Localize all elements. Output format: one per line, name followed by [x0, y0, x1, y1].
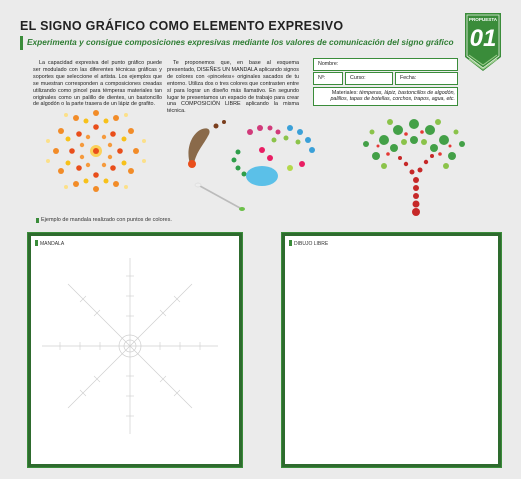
- mandala-label-marker: [35, 240, 38, 246]
- number-field[interactable]: [313, 72, 343, 85]
- proposal-badge: [465, 13, 501, 71]
- badge-label: PROPUESTA: [468, 17, 498, 22]
- page-subtitle: Experimenta y consigue composiciones expresivas mediante los valores de comunicación del signo gráfico: [27, 37, 454, 47]
- date-field[interactable]: [395, 72, 458, 85]
- materials-label: Materiales:: [331, 90, 358, 96]
- mandala-example-image: [36, 108, 156, 194]
- instructions-paragraph: Te proponemos que, en base al esquema presentado, DISEÑES UN MANDALA aplicando signos de colores con «pincelesı» originales sacados de tu entorno. Utiliza dos o tres colores que contrasten entre sí para lograr un diseño más llamativo. En segundo lugar te presentamos un espacio de trabajo para crear una COMPOSICIÓN LIBRE aplicando la misma técnica.: [167, 60, 299, 115]
- page-title: EL SIGNO GRÁFICO COMO ELEMENTO EXPRESIVO: [20, 19, 344, 33]
- date-label: Fecha:: [400, 75, 417, 81]
- brushes-example-image: [178, 116, 338, 216]
- badge-number: 01: [469, 25, 497, 52]
- mandala-label: MANDALA: [40, 241, 65, 247]
- materials-list: témperas, lápiz, bastoncillos de algodón, palillos, tapas de botellas, corchos, trapos, agua, etc.: [330, 90, 455, 103]
- materials-box: [313, 87, 458, 106]
- caption-marker: [36, 218, 39, 223]
- intro-paragraph: La capacidad expresiva del punto gráfico puede ser modulado con las diferentes técnicas gráficas y soportes que seleccione el artista. Los ejemplos que se muestran corresponden a composiciones creadas utilizando como pincel para témperas materiales tan originales como un palillo de dientes, un bastoncillo de algodón o la parte trasera de un lápiz de grafito.: [33, 60, 162, 108]
- name-label: Nombre:: [318, 61, 339, 67]
- image-caption: Ejemplo de mandala realizado con puntos de colores.: [41, 217, 172, 223]
- name-field[interactable]: [313, 58, 458, 71]
- free-drawing-label-marker: [289, 240, 292, 246]
- number-label: Nº:: [318, 75, 326, 81]
- tree-example-image: [354, 108, 474, 218]
- course-field[interactable]: [345, 72, 393, 85]
- course-label: Curso:: [350, 75, 366, 81]
- free-drawing-area[interactable]: [281, 232, 502, 468]
- free-drawing-label: DIBUJO LIBRE: [294, 241, 329, 247]
- materials-text: [317, 90, 455, 103]
- mandala-template-icon: [40, 256, 220, 436]
